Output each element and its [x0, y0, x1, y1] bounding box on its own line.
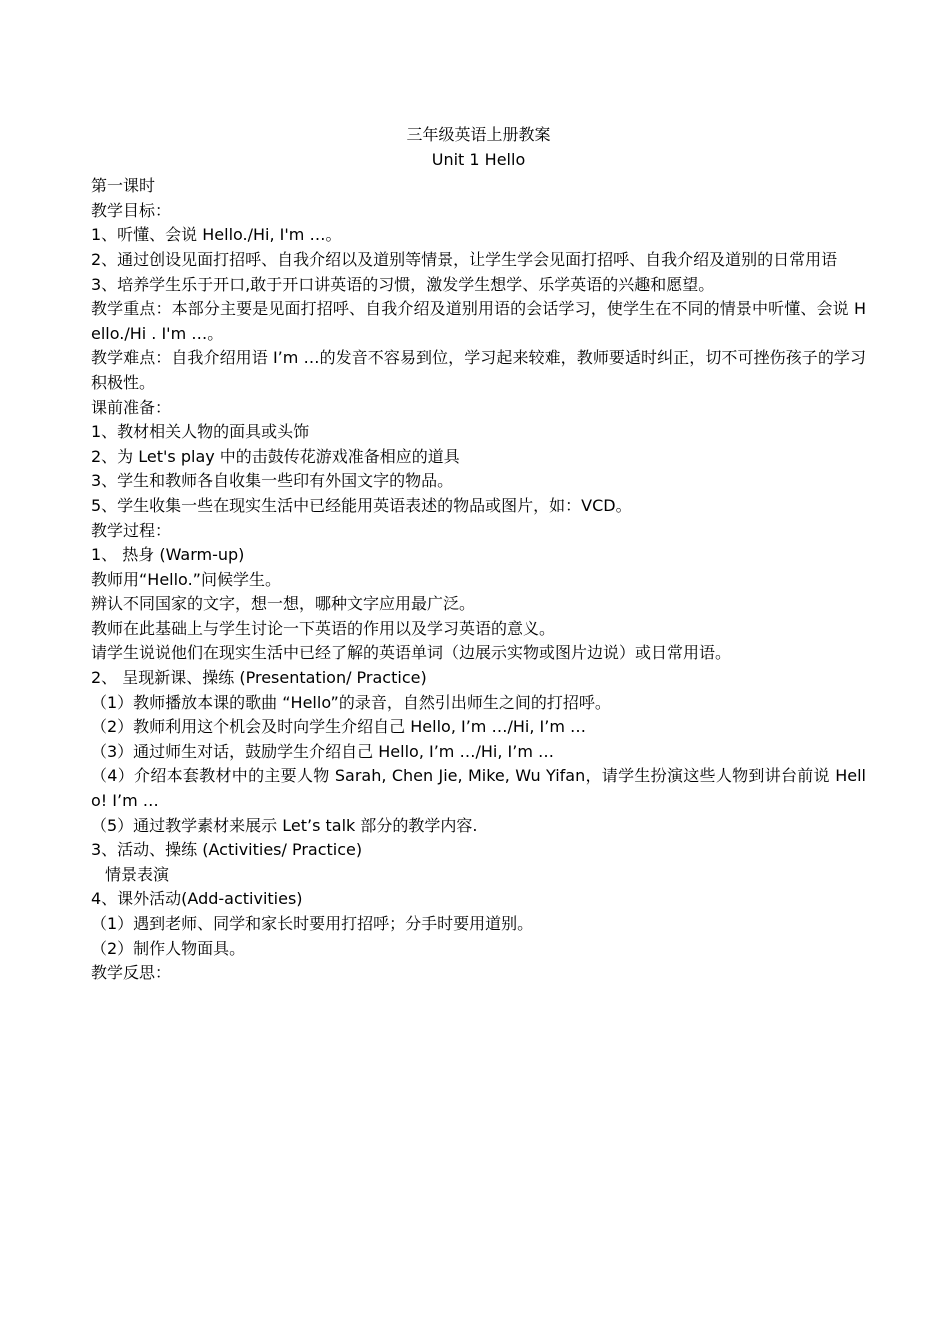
process-line: 教师用“Hello.”问候学生。 [91, 569, 281, 589]
process-line: （1）遇到老师、同学和家长时要用打招呼；分手时要用道别。 [91, 914, 534, 933]
process-line: （1）教师播放本课的歌曲 “Hello”的录音，自然引出师生之间的打招呼。 [91, 692, 611, 712]
key-points-paragraph: 教学重点：本部分主要是见面打招呼、自我介绍及道别用语的会话学习，使学生在不同的情景中听懂、会说 Hello./Hi . I'm …。 [91, 299, 866, 343]
difficulties-paragraph: 教学难点：自我介绍用语 I’m …的发音不容易到位，学习起来较难，教师要适时纠正，切不可挫伤孩子的学习积极性。 [91, 348, 866, 392]
document-title: 三年级英语上册教案 [406, 125, 551, 144]
process-line: （3）通过师生对话，鼓励学生介绍自己 Hello, I’m …/Hi, I’m … [91, 741, 554, 761]
process-line: （2）教师利用这个机会及时向学生介绍自己 Hello, I’m …/Hi, I’m … [91, 717, 586, 737]
section-heading-preparation: 课前准备： [91, 397, 172, 417]
process-step-heading: 1、 热身 (Warm-up) [91, 545, 245, 565]
process-step-heading: 2、 呈现新课、操练 (Presentation/ Practice) [91, 668, 427, 688]
process-line: 辨认不同国家的文字，想一想，哪种文字应用最广泛。 [91, 594, 476, 614]
preparation-item: 3、学生和教师各自收集一些印有外国文字的物品。 [91, 471, 454, 491]
process-line: （4）介绍本套教材中的主要人物 Sarah, Chen Jie, Mike, Wu Yifan，请学生扮演这些人物到讲台前说 Hello! I’m … [91, 766, 866, 811]
objective-item: 3、培养学生乐于开口,敢于开口讲英语的习惯，激发学生想学、乐学英语的兴趣和愿望。 [91, 274, 715, 294]
process-step-heading: 4、课外活动(Add-activities) [91, 889, 303, 909]
preparation-item: 1、教材相关人物的面具或头饰 [91, 422, 310, 442]
lesson-heading: 第一课时 [91, 176, 156, 196]
document-subtitle: Unit 1 Hello [431, 149, 526, 169]
section-heading-objectives: 教学目标： [91, 200, 172, 220]
process-step-heading: 3、活动、操练 (Activities/ Practice) [91, 840, 363, 860]
document-page [91, 123, 866, 986]
preparation-item: 2、为 Let's play 中的击鼓传花游戏准备相应的道具 [91, 446, 460, 466]
section-heading-process: 教学过程： [91, 520, 172, 540]
process-line: （2）制作人物面具。 [91, 938, 246, 958]
objective-item: 1、听懂、会说 Hello./Hi, I'm …。 [91, 225, 342, 245]
section-heading-reflection: 教学反思： [91, 963, 172, 983]
process-line: （5）通过教学素材来展示 Let’s talk 部分的教学内容. [91, 815, 478, 835]
process-line: 情景表演 [105, 864, 170, 884]
process-line: 请学生说说他们在现实生活中已经了解的英语单词（边展示实物或图片边说）或日常用语。 [91, 643, 732, 663]
process-line: 教师在此基础上与学生讨论一下英语的作用以及学习英语的意义。 [91, 618, 556, 638]
objective-item: 2、通过创设见面打招呼、自我介绍以及道别等情景，让学生学会见面打招呼、自我介绍及道别的日常用语 [91, 249, 838, 269]
preparation-item: 5、学生收集一些在现实生活中已经能用英语表述的物品或图片，如：VCD。 [91, 495, 632, 515]
